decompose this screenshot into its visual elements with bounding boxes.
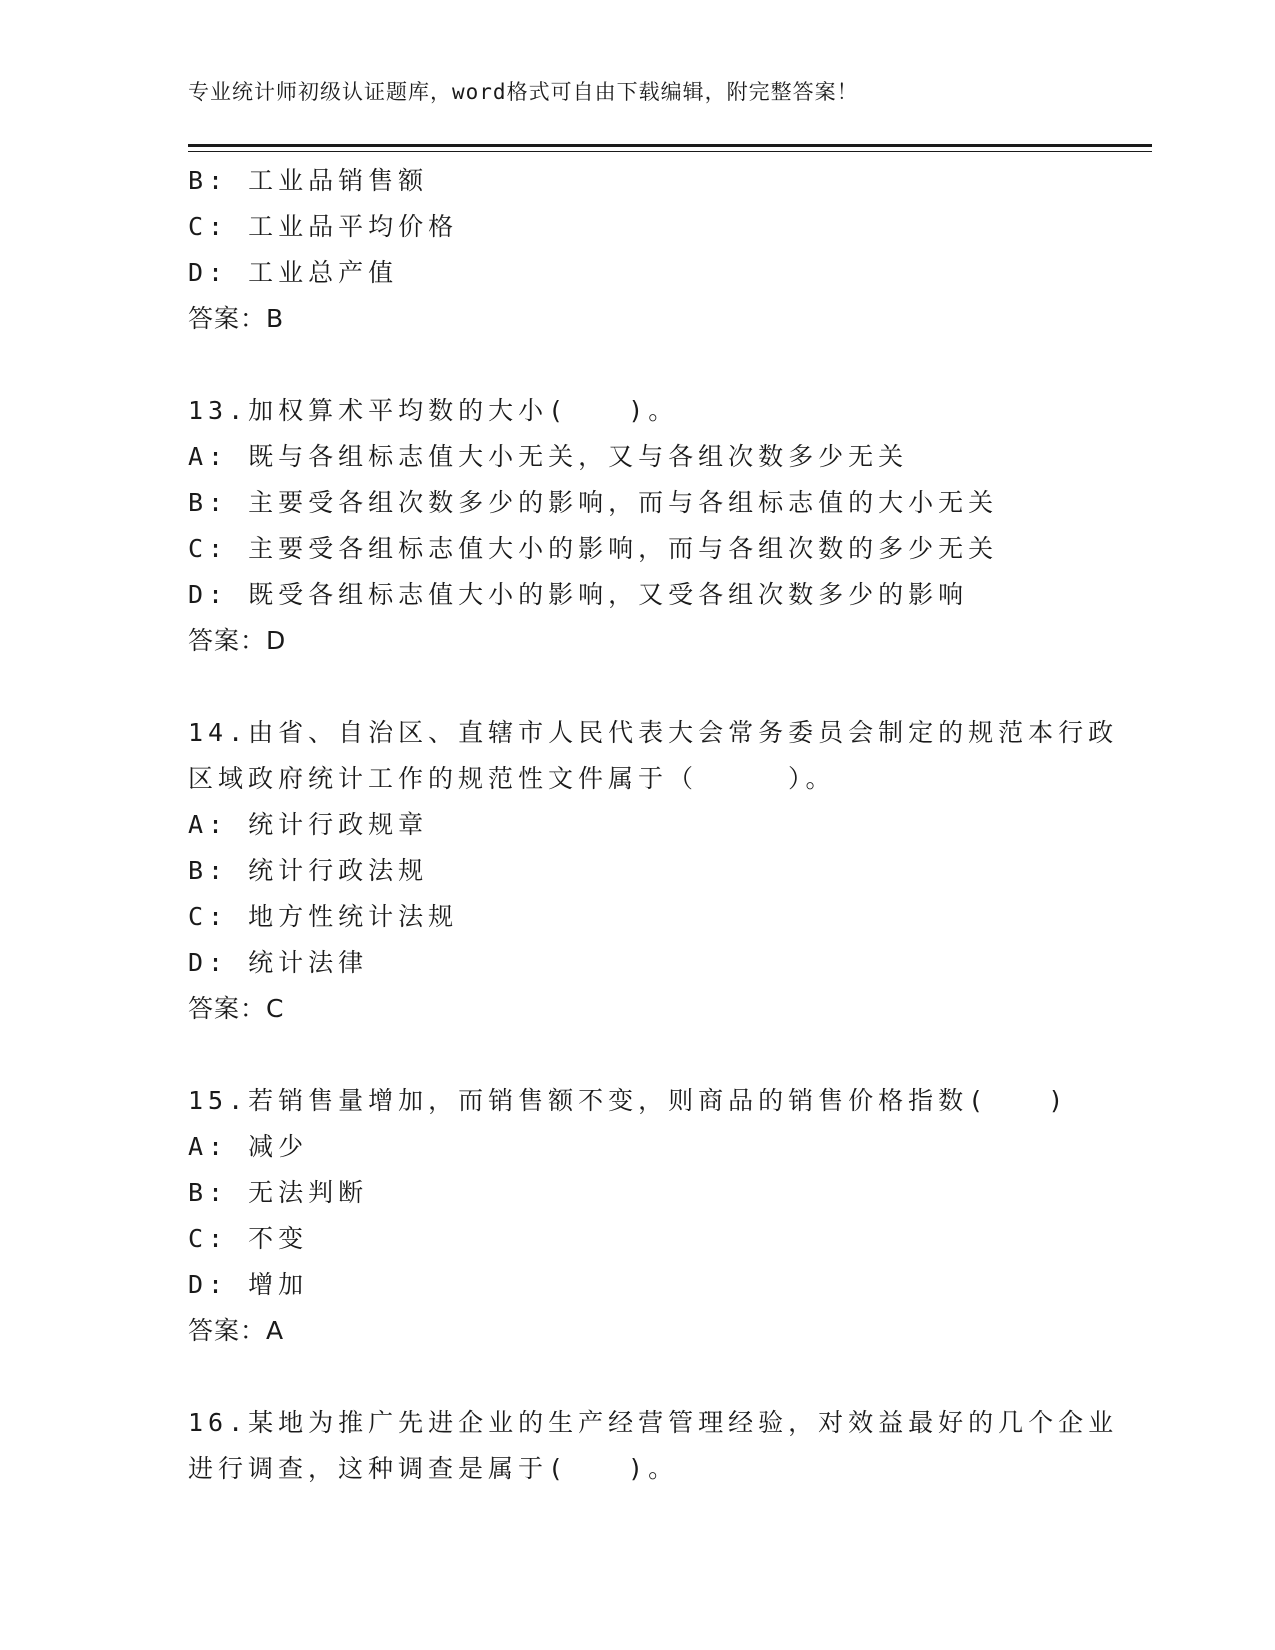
question-line: D: 增加: [188, 1270, 309, 1299]
question-line: 14.由省、自治区、直辖市人民代表大会常务委员会制定的规范本行政: [188, 718, 1119, 747]
question-line: 进行调查，这种调查是属于( )。: [188, 1454, 679, 1483]
question-line: 区域政府统计工作的规范性文件属于（ ）。: [188, 764, 836, 793]
question-line: B: 主要受各组次数多少的影响，而与各组标志值的大小无关: [188, 488, 999, 517]
question-line: 16.某地为推广先进企业的生产经营管理经验，对效益最好的几个企业: [188, 1408, 1119, 1437]
block-spacer: [188, 1032, 1088, 1078]
answer-line: 答案：C: [188, 994, 285, 1023]
question-line: A: 统计行政规章: [188, 810, 429, 839]
question-line: A: 既与各组标志值大小无关，又与各组次数多少无关: [188, 442, 909, 471]
block-spacer: [188, 1354, 1088, 1400]
question-line: A: 减少: [188, 1132, 309, 1161]
question-line: C: 不变: [188, 1224, 309, 1253]
question-line: C: 主要受各组标志值大小的影响，而与各组次数的多少无关: [188, 534, 999, 563]
question-line: B: 工业品销售额: [188, 166, 429, 195]
header-rule-thick: [188, 144, 1152, 147]
page-header: 专业统计师初级认证题库，word格式可自由下载编辑，附完整答案！: [188, 80, 859, 104]
question-line: B: 无法判断: [188, 1178, 369, 1207]
question-list: [188, 158, 1119, 1492]
question-line: D: 工业总产值: [188, 258, 399, 287]
answer-line: 答案：D: [188, 626, 287, 655]
block-spacer: [188, 664, 1088, 710]
block-spacer: [188, 342, 1088, 388]
question-line: C: 地方性统计法规: [188, 902, 459, 931]
question-line: D: 统计法律: [188, 948, 369, 977]
question-line: 13.加权算术平均数的大小( )。: [188, 396, 679, 425]
question-line: D: 既受各组标志值大小的影响，又受各组次数多少的影响: [188, 580, 969, 609]
header-rule-thin: [188, 151, 1152, 152]
question-line: C: 工业品平均价格: [188, 212, 459, 241]
answer-line: 答案：A: [188, 1316, 285, 1345]
question-line: B: 统计行政法规: [188, 856, 429, 885]
answer-line: 答案：B: [188, 304, 285, 333]
question-line: 15.若销售量增加，而销售额不变，则商品的销售价格指数( ): [188, 1086, 1069, 1115]
